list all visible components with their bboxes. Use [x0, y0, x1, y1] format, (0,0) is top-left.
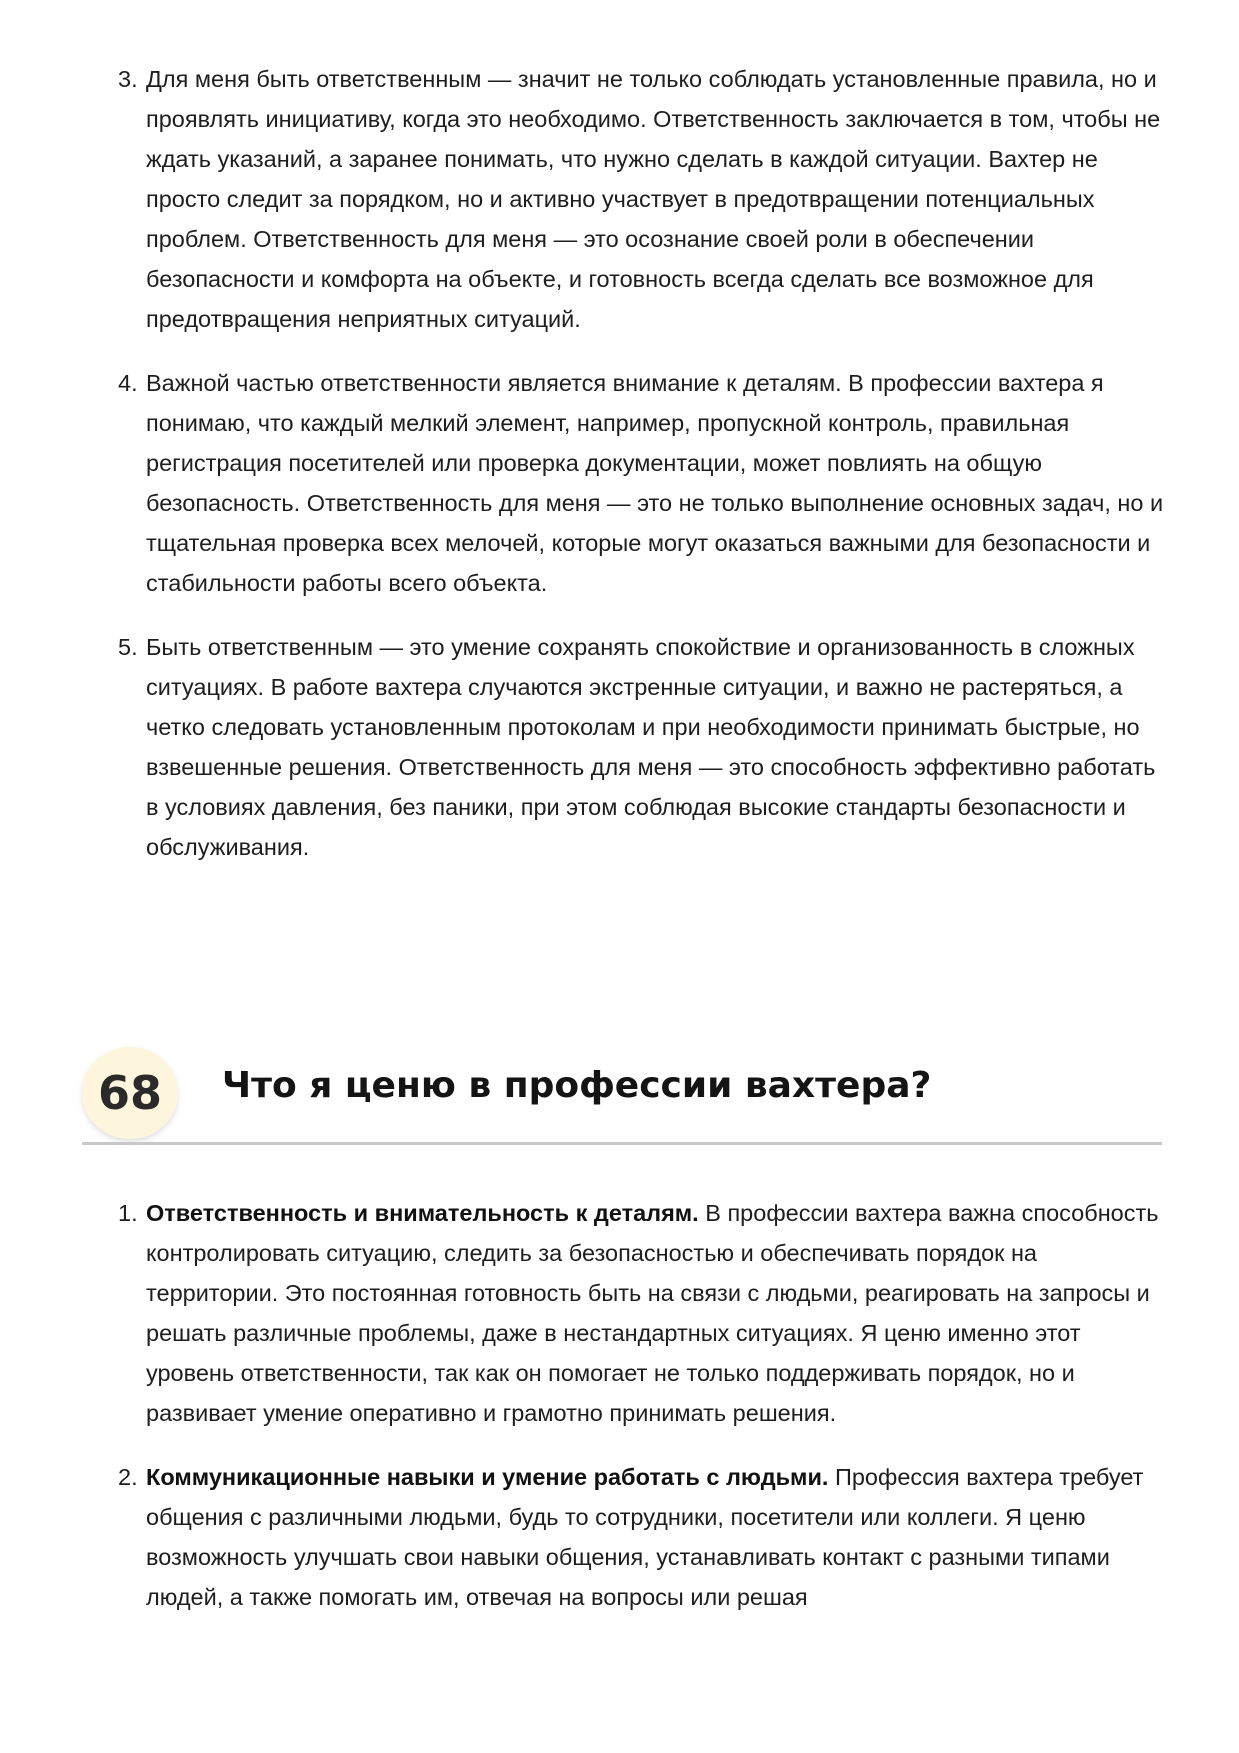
- section-divider: [82, 1142, 1162, 1145]
- list-item: [118, 59, 1168, 339]
- list-item-number: 5.: [118, 634, 138, 660]
- numbered-list-bottom: [118, 1193, 1168, 1641]
- section-header: [82, 1043, 1164, 1143]
- list-item-text: Профессия вахтера требует общения с различными людьми, будь то сотрудники, посетители или коллеги. Я ценю возможность улучшать свои навыки общения, устанавливать контакт с разными типами людей, а также помогать им, отвечая на вопросы или решая: [146, 1464, 1144, 1610]
- list-item-text: Для меня быть ответственным — значит не только соблюдать установленные правила, но и проявлять инициативу, когда это необходимо. Ответственность заключается в том, чтобы не ждать указаний, а заранее понимать, что нужно сделать в каждой ситуации. Вахтер не просто следит за порядком, но и активно участвует в предотвращении потенциальных проблем. Ответственность для меня — это осознание своей роли в обеспечении безопасности и комфорта на объекте, и готовность всегда сделать все возможное для предотвращения неприятных ситуаций.: [146, 66, 1161, 332]
- list-item-number: 4.: [118, 370, 138, 396]
- list-item-text: Быть ответственным — это умение сохранять спокойствие и организованность в сложных ситуациях. В работе вахтера случаются экстренные ситуации, и важно не растеряться, а четко следовать установленным протоколам и при необходимости принимать быстрые, но взвешенные решения. Ответственность для меня — это способность эффективно работать в условиях давления, без паники, при этом соблюдая высокие стандарты безопасности и обслуживания.: [146, 634, 1156, 860]
- list-item: [118, 1457, 1168, 1617]
- list-item: [118, 627, 1168, 867]
- list-item-text: Важной частью ответственности является внимание к деталям. В профессии вахтера я понимаю, что каждый мелкий элемент, например, пропускной контроль, правильная регистрация посетителей или проверка документации, может повлиять на общую безопасность. Ответственность для меня — это не только выполнение основных задач, но и тщательная проверка всех мелочей, которые могут оказаться важными для безопасности и стабильности работы всего объекта.: [146, 370, 1164, 596]
- list-item-number: 3.: [118, 66, 138, 92]
- list-item-title: Ответственность и внимательность к деталям.: [146, 1200, 699, 1226]
- section-number-badge: 68: [82, 1047, 178, 1139]
- list-item-number: 1.: [118, 1200, 138, 1226]
- list-item: [118, 1193, 1168, 1433]
- list-item-title: Коммуникационные навыки и умение работать с людьми.: [146, 1464, 829, 1490]
- section-title: Что я ценю в профессии вахтера?: [222, 1065, 932, 1106]
- list-item-number: 2.: [118, 1464, 138, 1490]
- list-item: [118, 363, 1168, 603]
- numbered-list-top: [118, 59, 1168, 891]
- list-item-text: В профессии вахтера важна способность контролировать ситуацию, следить за безопасностью и обеспечивать порядок на территории. Это постоянная готовность быть на связи с людьми, реагировать на запросы и решать различные проблемы, даже в нестандартных ситуациях. Я ценю именно этот уровень ответственности, так как он помогает не только поддерживать порядок, но и развивает умение оперативно и грамотно принимать решения.: [146, 1200, 1159, 1426]
